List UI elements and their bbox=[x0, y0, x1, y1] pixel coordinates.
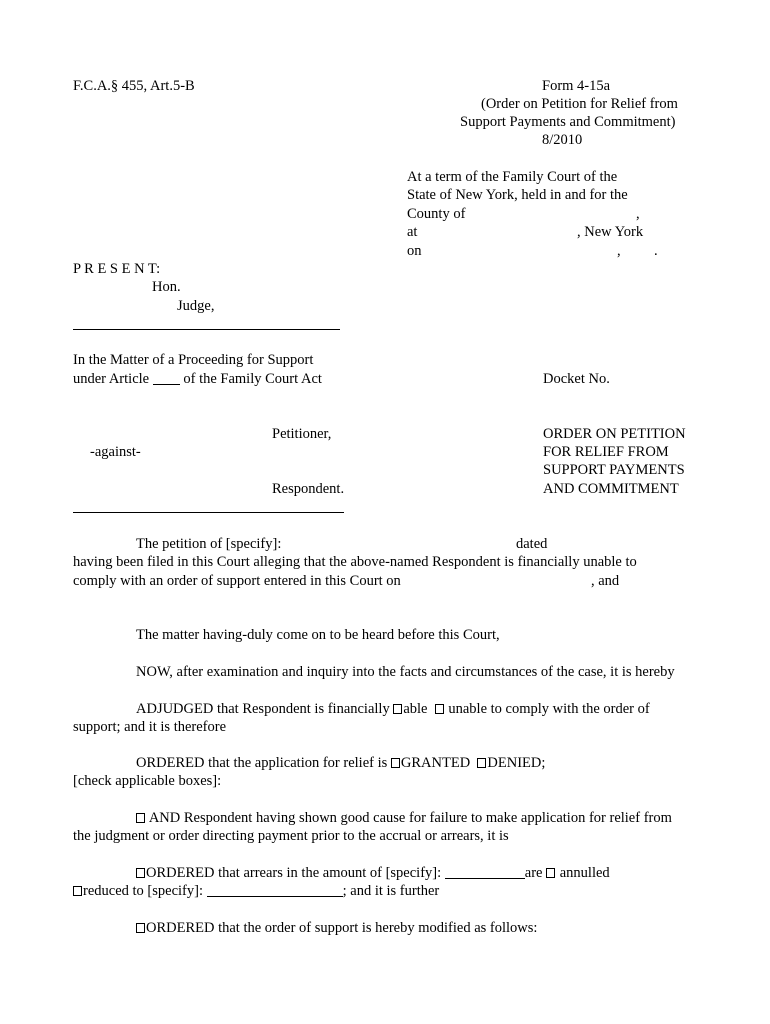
order-title-line-1: ORDER ON PETITION bbox=[543, 426, 686, 442]
arrears-checkbox[interactable] bbox=[136, 868, 145, 878]
modified-checkbox[interactable] bbox=[136, 923, 145, 933]
modified-label: ORDERED that the order of support is hereby modified as follows: bbox=[146, 920, 538, 936]
judge-title: Judge, bbox=[177, 298, 215, 314]
article-number-field[interactable] bbox=[153, 372, 180, 385]
court-on-label: on bbox=[407, 243, 422, 259]
modified-line bbox=[136, 919, 537, 937]
court-line-1: At a term of the Family Court of the bbox=[407, 169, 618, 185]
denied-checkbox[interactable] bbox=[477, 758, 486, 768]
petition-allegation-line: having been filed in this Court alleging that the above-named Respondent is financially unable to bbox=[73, 554, 637, 570]
arrears-line bbox=[136, 864, 610, 882]
matter-line-2 bbox=[73, 370, 322, 388]
annulled-checkbox[interactable] bbox=[546, 868, 555, 878]
respondent-label: Respondent. bbox=[272, 481, 345, 497]
good-cause-checkbox[interactable] bbox=[136, 813, 145, 823]
court-at-label: at bbox=[407, 224, 418, 240]
petitioner-label: Petitioner, bbox=[272, 426, 332, 442]
good-cause-line bbox=[136, 809, 672, 827]
check-boxes-note: [check applicable boxes]: bbox=[73, 773, 222, 789]
court-new-york: , New York bbox=[577, 224, 644, 240]
order-title-line-2: FOR RELIEF FROM bbox=[543, 444, 669, 460]
court-county-label: County of bbox=[407, 206, 466, 222]
denied-label: DENIED; bbox=[487, 755, 546, 771]
granted-label: GRANTED bbox=[400, 755, 471, 771]
adjudged-continuation: support; and it is therefore bbox=[73, 719, 227, 735]
petition-dated-label: dated bbox=[516, 536, 548, 552]
order-title-line-3: SUPPORT PAYMENTS bbox=[543, 462, 685, 478]
able-checkbox[interactable] bbox=[393, 704, 402, 714]
reduced-label: reduced to [specify]: bbox=[83, 883, 203, 899]
form-title-line-1: (Order on Petition for Relief from bbox=[481, 96, 678, 112]
court-line-2: State of New York, held in and for the bbox=[407, 187, 628, 203]
reduced-checkbox[interactable] bbox=[73, 886, 82, 896]
order-title-line-4: AND COMMITMENT bbox=[543, 481, 679, 497]
relief-label: ORDERED that the application for relief is bbox=[136, 755, 388, 771]
present-label: P R E S E N T: bbox=[73, 261, 161, 277]
statute-reference: F.C.A.§ 455, Art.5-B bbox=[73, 78, 195, 94]
reduced-amount-field[interactable] bbox=[207, 884, 343, 897]
form-title-line-2: Support Payments and Commitment) bbox=[460, 114, 676, 130]
caption-top-rule bbox=[73, 329, 340, 330]
relief-line bbox=[136, 754, 545, 772]
matter-article-label: under Article bbox=[73, 371, 150, 387]
petition-of-label: The petition of [specify]: bbox=[136, 536, 282, 552]
court-date-comma: , bbox=[617, 243, 621, 259]
arrears-label: ORDERED that arrears in the amount of [specify]: bbox=[146, 865, 442, 881]
adjudged-label: ADJUDGED that Respondent is financially bbox=[136, 701, 390, 717]
annulled-label: annulled bbox=[559, 865, 610, 881]
matter-line-1: In the Matter of a Proceeding for Support bbox=[73, 352, 314, 368]
caption-bottom-rule bbox=[73, 512, 344, 513]
reduced-further-label: ; and it is further bbox=[342, 883, 440, 899]
form-date: 8/2010 bbox=[542, 132, 583, 148]
now-paragraph: NOW, after examination and inquiry into the facts and circumstances of the case, it is hereby bbox=[136, 664, 675, 680]
form-number: Form 4-15a bbox=[542, 78, 611, 94]
matter-act-label: of the Family Court Act bbox=[183, 371, 322, 387]
good-cause-label: AND Respondent having shown good cause for failure to make application for relief from bbox=[148, 810, 672, 826]
support-order-and: , and bbox=[591, 573, 620, 589]
reduced-line bbox=[73, 882, 439, 900]
judge-honorific: Hon. bbox=[152, 279, 181, 295]
docket-label: Docket No. bbox=[543, 371, 610, 387]
arrears-are-label: are bbox=[524, 865, 543, 881]
good-cause-continuation: the judgment or order directing payment prior to the accrual or arrears, it is bbox=[73, 828, 509, 844]
against-label: -against- bbox=[90, 444, 141, 460]
matter-heard-paragraph: The matter having-duly come on to be heard before this Court, bbox=[136, 627, 500, 643]
support-order-entered-label: comply with an order of support entered in this Court on bbox=[73, 573, 401, 589]
court-county-comma: , bbox=[636, 206, 640, 222]
granted-checkbox[interactable] bbox=[391, 758, 400, 768]
court-date-period: . bbox=[654, 243, 658, 259]
unable-label: unable to comply with the order of bbox=[448, 701, 650, 717]
unable-checkbox[interactable] bbox=[435, 704, 444, 714]
able-label: able bbox=[403, 701, 428, 717]
arrears-amount-field[interactable] bbox=[445, 866, 525, 879]
adjudged-line bbox=[136, 700, 650, 718]
